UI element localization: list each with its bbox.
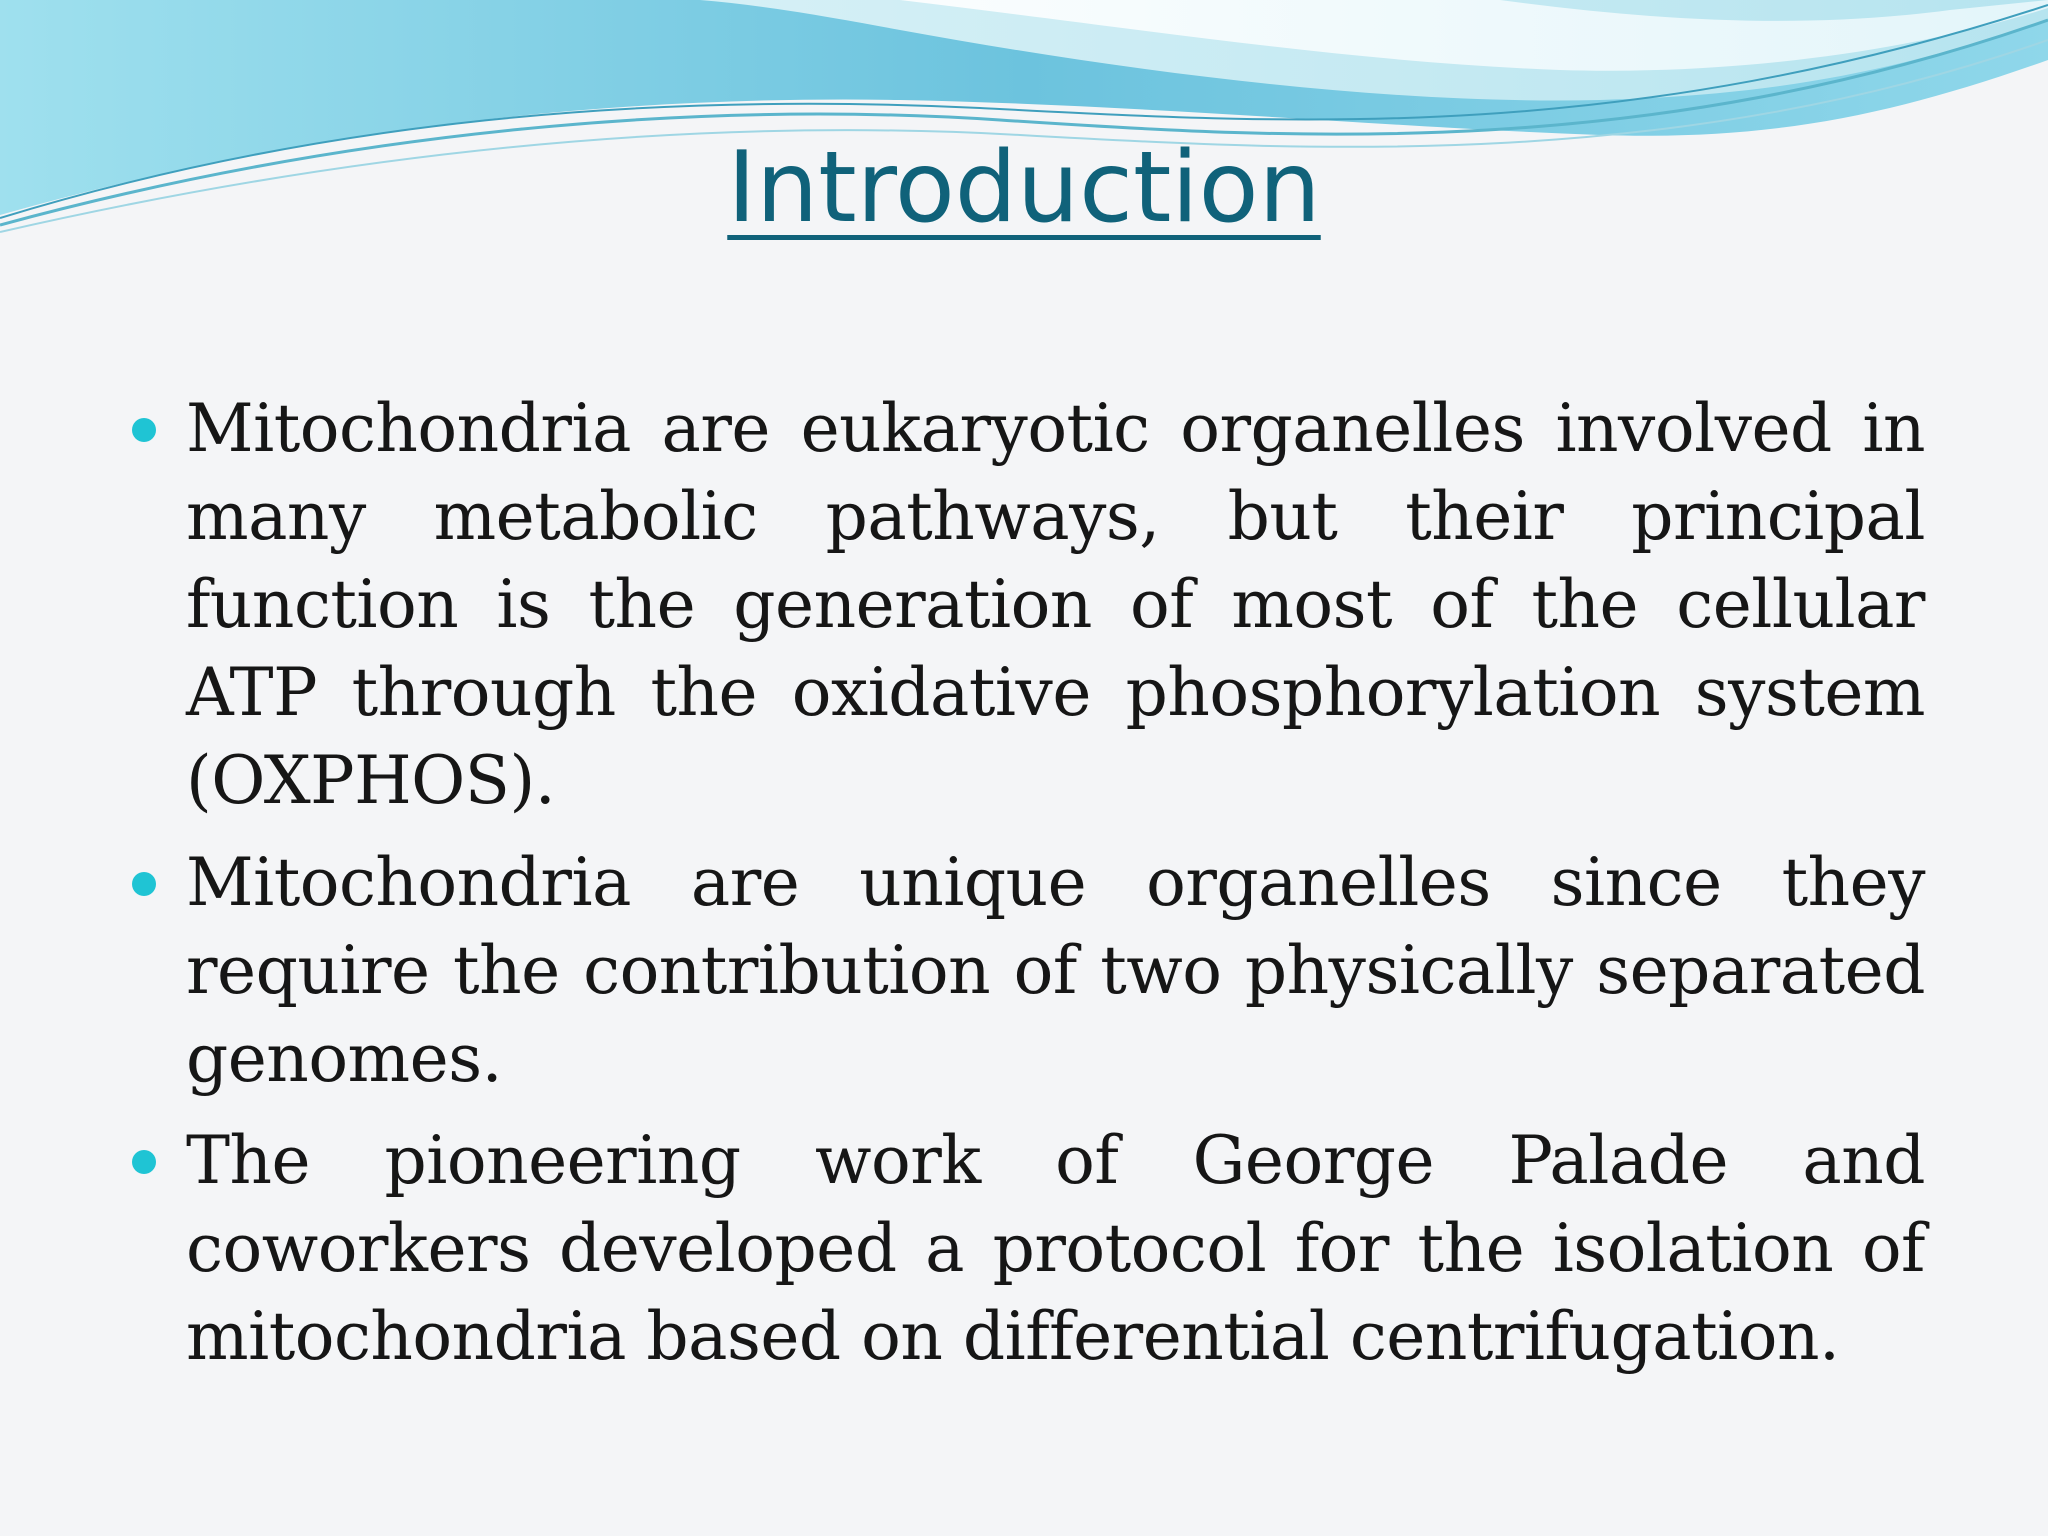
bullet-text: Mitochondria are unique organelles since they require the contribution of two physically separated genomes. (186, 844, 1925, 1097)
slide-title: Introduction (727, 131, 1321, 245)
bullet-dot-icon (132, 418, 156, 442)
bullet-item (130, 385, 1925, 825)
bullet-dot-icon (132, 1150, 156, 1174)
bullet-dot-icon (132, 872, 156, 896)
bullet-item (130, 1117, 1925, 1381)
bullet-item (130, 839, 1925, 1103)
bullet-text: The pioneering work of George Palade and coworkers developed a protocol for the isolation of mitochondria based on differential centrifugation. (186, 1122, 1925, 1375)
bullet-text: Mitochondria are eukaryotic organelles involved in many metabolic pathways, but their principal function is the generation of most of the cellular ATP through the oxidative phosphorylation system (OXPHOS). (186, 390, 1925, 819)
bullet-list (130, 385, 1925, 1395)
